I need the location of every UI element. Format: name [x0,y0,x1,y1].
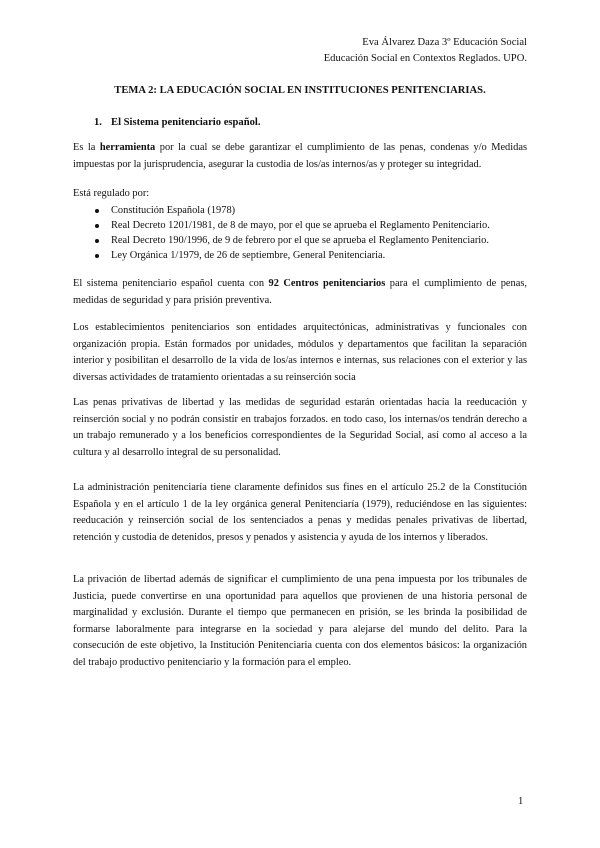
list-item: Constitución Española (1978) [73,203,490,218]
list-item: Ley Orgánica 1/1979, de 26 de septiembre, General Penitenciaria. [73,248,490,263]
header-author: Eva Álvarez Daza 3º Educación Social [362,37,527,48]
paragraph-establecimientos: Los establecimientos penitenciarios son entidades arquitectónicas, administrativas y funcionales con organización propia. Están formados por unidades, módulos y departamentos que facilitan la separación interior y posibilitan el desarrollo de la vida de los/as internos e internas, sus relaciones con el exterior y las diversas actividades de tratamiento orientadas a su reinserción socia [73,322,527,383]
paragraph-privacion: La privación de libertad además de significar el cumplimiento de una pena impuesta por los tribunales de Justicia, puede convertirse en una oportunidad para aquellos que provienen de una historia personal de marginalidad y exclusión. Durante el tiempo que permanecen en prisión, se les brinda la posibilidad de formarse laboralmente para integrarse en la sociedad y para alejarse del mundo del delito. Para la consecución de este objetivo, la Institución Penitenciaria cuenta con dos elementos básicos: la organización del trabajo productivo penitenciario y la formación para el empleo. [73,574,527,668]
text: El sistema penitenciario español cuenta con [73,278,269,289]
section-heading [94,117,261,128]
page-number: 1 [518,796,524,807]
section-heading-text: El Sistema penitenciario español. [111,117,261,128]
paragraph-penas: Las penas privativas de libertad y las medidas de seguridad estarán orientadas hacía la reeducación y reinserción social y no podrán consistir en trabajos forzados. en todo caso, los internas/os tendrán derecho a un trabajo remunerado y a los beneficios correspondientes de la Seguridad Social, así como al acceso a la cultura y al desarrollo integral de su personalidad. [73,397,527,458]
header-course: Educación Social en Contextos Reglados. UPO. [323,53,527,64]
text: por la cual se debe garantizar el cumplimiento de las penas, condenas y/o Medidas impuestas por la jurisprudencia, asegurar la custodia de los/as internos/as y proteger su integridad. [73,142,527,170]
regulado-label: Está regulado por: [73,188,150,199]
text: Es la [73,142,100,153]
paragraph-centros [73,276,527,309]
text: para el cumplimiento de penas, medidas de seguridad y para prisión preventiva. [73,278,527,306]
bold-text: 92 Centros penitenciarios [268,278,386,289]
paragraph-intro [73,140,527,173]
paragraph-administracion: La administración penitenciaría tiene claramente definidos sus fines en el artículo 25.2 de la Constitución Española y en el artículo 1 de la ley orgánica general Penitenciaría (1979), reduciéndose en las siguientes: reeducación y reinserción social de los sentenciados a penas y medidas penales privativas de libertad, retención y custodia de detenidos, presos y penados y asistencia y ayuda de los internos y liberados. [73,482,527,543]
list-item: Real Decreto 1201/1981, de 8 de mayo, por el que se aprueba el Reglamento Penitenciario. [73,218,490,233]
bold-text: herramienta [99,142,156,153]
regulation-list [73,203,490,263]
document-title: TEMA 2: LA EDUCACIÓN SOCIAL EN INSTITUCIONES PENITENCIARIAS. [114,85,486,96]
list-item: Real Decreto 190/1996, de 9 de febrero por el que se aprueba el Reglamento Penitenciario. [73,233,490,248]
section-number: 1. [94,117,102,128]
